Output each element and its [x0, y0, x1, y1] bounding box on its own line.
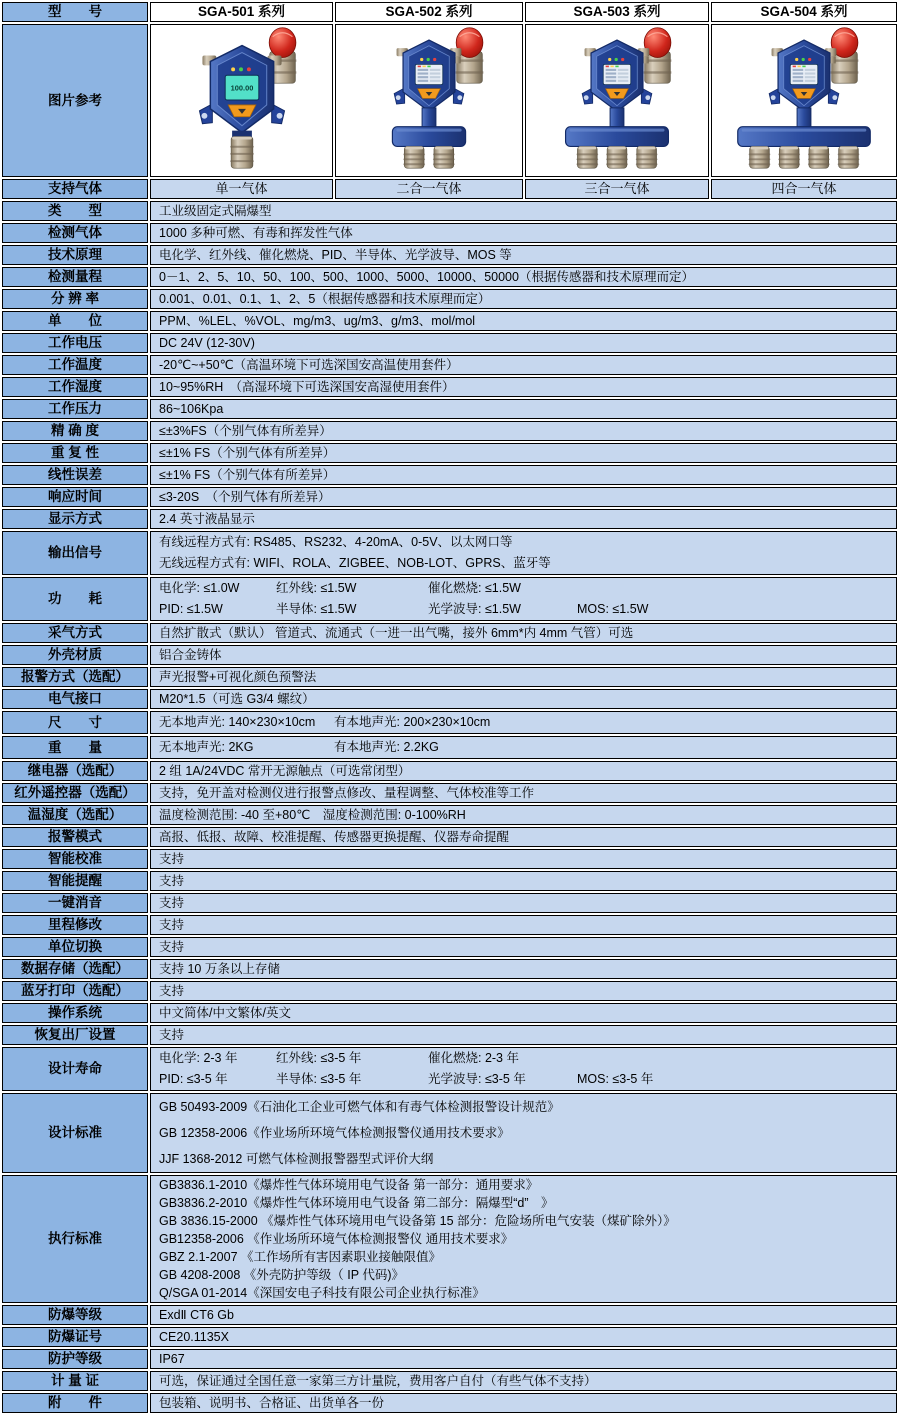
spec-row	[2, 201, 897, 221]
spec-col: 催化燃烧: ≤1.5W	[428, 581, 521, 595]
spec-line: GB 12358-2006《作业场所环境气体检测报警仪通用技术要求》	[159, 1126, 510, 1140]
image-row-label: 图片参考	[2, 24, 148, 177]
spec-line	[159, 712, 888, 733]
device-screen-value: 100.00	[230, 83, 253, 93]
spec-row	[2, 289, 897, 309]
spec-row-label: 里程修改	[2, 915, 148, 935]
spec-row	[2, 1305, 897, 1325]
spec-row-value: 支持	[150, 937, 897, 957]
spec-line: GB 4208-2008 《外壳防护等级（ IP 代码)》	[159, 1268, 404, 1282]
spec-row-value: ≤3-20S （个别气体有所差异）	[150, 487, 897, 507]
spec-col: 电化学: 2-3 年	[159, 1051, 238, 1065]
spec-col: 半导体: ≤3-5 年	[276, 1072, 362, 1086]
spec-row-label: 工作压力	[2, 399, 148, 419]
spec-row-value: 电化学、红外线、催化燃烧、PID、半导体、光学波导、MOS 等	[150, 245, 897, 265]
spec-line: GB3836.1-2010《爆炸性气体环境用电气设备 第一部分：通用要求》	[159, 1178, 539, 1192]
spec-row	[2, 443, 897, 463]
spec-row-value: 支持	[150, 871, 897, 891]
spec-row-label: 报警方式（选配）	[2, 667, 148, 687]
spec-row	[2, 645, 897, 665]
spec-col: 无本地声光: 140×230×10cm	[159, 715, 316, 729]
spec-row-value: 支持	[150, 1025, 897, 1045]
spec-row-value: 铝合金铸体	[150, 645, 897, 665]
spec-row-value: DC 24V (12-30V)	[150, 333, 897, 353]
device-image-sga-501	[153, 25, 331, 171]
spec-row-label: 数据存储（选配）	[2, 959, 148, 979]
spec-row-label: 防爆证号	[2, 1327, 148, 1347]
spec-row	[2, 827, 897, 847]
spec-row-value	[150, 736, 897, 759]
spec-row	[2, 1093, 897, 1173]
spec-row-label: 恢复出厂设置	[2, 1025, 148, 1045]
spec-row-value: ≤±1% FS（个别气体有所差异）	[150, 465, 897, 485]
spec-row-value	[150, 1175, 897, 1303]
detector-head	[582, 40, 652, 111]
model-row	[2, 2, 897, 22]
device-image-cell-sga-501	[150, 24, 333, 177]
spec-row	[2, 667, 897, 687]
spec-row-value: 支持	[150, 981, 897, 1001]
spec-row-value: 声光报警+可视化颜色预警法	[150, 667, 897, 687]
spec-row	[2, 937, 897, 957]
spec-row-value: 工业级固定式隔爆型	[150, 201, 897, 221]
spec-row-label: 工作温度	[2, 355, 148, 375]
spec-row-value: -20℃~+50℃（高温环境下可选深国安高温使用套件）	[150, 355, 897, 375]
spec-row-value: 0.001、0.01、0.1、1、2、5（根据传感器和技术原理而定）	[150, 289, 897, 309]
spec-row-value: 支持	[150, 893, 897, 913]
spec-row-label: 红外遥控器（选配）	[2, 783, 148, 803]
spec-row-value: 支持	[150, 915, 897, 935]
spec-row-label: 响应时间	[2, 487, 148, 507]
spec-row-label: 一键消音	[2, 893, 148, 913]
spec-row	[2, 377, 897, 397]
spec-row-label: 工作电压	[2, 333, 148, 353]
spec-row-label: 输出信号	[2, 531, 148, 575]
spec-row-label: 检测量程	[2, 267, 148, 287]
spec-row	[2, 736, 897, 759]
spec-row-value	[150, 531, 897, 575]
model-name-sga-502: SGA-502 系列	[335, 2, 523, 22]
spec-row-value: 支持	[150, 849, 897, 869]
spec-row-label: 设计寿命	[2, 1047, 148, 1091]
spec-line: GB3836.2-2010《爆炸性气体环境用电气设备 第二部分：隔爆型“d” 》	[159, 1196, 554, 1210]
device-image-cell-sga-503	[525, 24, 709, 177]
spec-row-value: 0－1、2、5、10、50、100、500、1000、5000、10000、50000（根据传感器和技术原理而定）	[150, 267, 897, 287]
spec-row	[2, 421, 897, 441]
spec-row-value: 中文简体/中文繁体/英文	[150, 1003, 897, 1023]
spec-row-label: 执行标准	[2, 1175, 148, 1303]
spec-row	[2, 531, 897, 575]
supported-gas-sga-502: 二合一气体	[335, 179, 523, 199]
spec-row-label: 附 件	[2, 1393, 148, 1413]
spec-col: 无本地声光: 2KG	[159, 740, 254, 754]
spec-row	[2, 915, 897, 935]
spec-row-label: 防爆等级	[2, 1305, 148, 1325]
spec-row	[2, 333, 897, 353]
spec-row-label: 重 量	[2, 736, 148, 759]
spec-row	[2, 1025, 897, 1045]
spec-col: 有本地声光: 2.2KG	[334, 740, 439, 754]
spec-line: Q/SGA 01-2014《深国安电子科技有限公司企业执行标准》	[159, 1286, 485, 1300]
spec-row-value: 支持 10 万条以上存储	[150, 959, 897, 979]
spec-row	[2, 1349, 897, 1369]
spec-row-value	[150, 577, 897, 621]
spec-row	[2, 1047, 897, 1091]
spec-row-value: 10~95%RH （高湿环境下可选深国安高湿使用套件）	[150, 377, 897, 397]
detector-head	[199, 46, 284, 133]
spec-row	[2, 689, 897, 709]
spec-row-label: 单 位	[2, 311, 148, 331]
spec-line	[159, 599, 888, 620]
spec-row	[2, 1393, 897, 1413]
spec-row-label: 功 耗	[2, 577, 148, 621]
spec-row	[2, 399, 897, 419]
spec-col: 红外线: ≤3-5 年	[276, 1051, 362, 1065]
spec-row	[2, 981, 897, 1001]
spec-line: 有线远程方式有: RS485、RS232、4-20mA、0-5V、以太网口等	[159, 535, 513, 549]
spec-line	[159, 737, 888, 758]
spec-col: PID: ≤1.5W	[159, 602, 223, 616]
supported-gas-sga-503: 三合一气体	[525, 179, 709, 199]
spec-col: 电化学: ≤1.0W	[159, 581, 240, 595]
model-name-sga-503: SGA-503 系列	[525, 2, 709, 22]
spec-row	[2, 1327, 897, 1347]
spec-row	[2, 783, 897, 803]
detector-head	[394, 40, 464, 111]
spec-row	[2, 245, 897, 265]
spec-row-value: IP67	[150, 1349, 897, 1369]
spec-row-label: 显示方式	[2, 509, 148, 529]
spec-row-label: 尺 寸	[2, 711, 148, 734]
spec-line: 无线远程方式有: WIFI、ROLA、ZIGBEE、NOB-LOT、GPRS、蓝牙等	[159, 556, 551, 570]
spec-row	[2, 577, 897, 621]
spec-row	[2, 871, 897, 891]
spec-row	[2, 761, 897, 781]
spec-col: 光学波导: ≤3-5 年	[428, 1072, 526, 1086]
spec-line: GBZ 2.1-2007 《工作场所有害因素职业接触限值》	[159, 1250, 441, 1264]
spec-row-value: 自然扩散式（默认） 管道式、流通式（一进一出气嘴，接外 6mm*内 4mm 气管）可选	[150, 623, 897, 643]
model-row-label: 型 号	[2, 2, 148, 22]
spec-row	[2, 711, 897, 734]
spec-row	[2, 465, 897, 485]
supported-gas-sga-501: 单一气体	[150, 179, 333, 199]
gas-row	[2, 179, 897, 199]
spec-row	[2, 849, 897, 869]
spec-row-label: 线性误差	[2, 465, 148, 485]
spec-row-value: 温度检测范围: -40 至+80℃ 湿度检测范围: 0-100%RH	[150, 805, 897, 825]
spec-row-label: 技术原理	[2, 245, 148, 265]
supported-gas-sga-504: 四合一气体	[711, 179, 897, 199]
spec-row-value	[150, 1093, 897, 1173]
spec-row-value: 86~106Kpa	[150, 399, 897, 419]
spec-row	[2, 959, 897, 979]
spec-row-label: 类 型	[2, 201, 148, 221]
spec-line: GB12358-2006 《作业场所环境气体检测报警仪 通用技术要求》	[159, 1232, 514, 1246]
spec-row-label: 分 辨 率	[2, 289, 148, 309]
spec-line: GB 3836.15-2000 《爆炸性气体环境用电气设备第 15 部分：危险场所电气安装（煤矿除外）》	[159, 1214, 676, 1228]
spec-col: MOS: ≤1.5W	[577, 602, 649, 616]
model-name-sga-504: SGA-504 系列	[711, 2, 897, 22]
device-image-sga-504	[715, 25, 893, 171]
spec-row-label: 计 量 证	[2, 1371, 148, 1391]
spec-row-value: 2 组 1A/24VDC 常开无源触点（可选常闭型）	[150, 761, 897, 781]
spec-row-label: 精 确 度	[2, 421, 148, 441]
gas-row-label: 支持气体	[2, 179, 148, 199]
spec-row-label: 继电器（选配）	[2, 761, 148, 781]
spec-row-label: 智能提醒	[2, 871, 148, 891]
spec-row	[2, 805, 897, 825]
spec-row-value: PPM、%LEL、%VOL、mg/m3、ug/m3、g/m3、mol/mol	[150, 311, 897, 331]
spec-row	[2, 1175, 897, 1303]
detector-head	[769, 40, 839, 111]
device-image-sga-502	[340, 25, 518, 171]
spec-row-label: 防护等级	[2, 1349, 148, 1369]
spec-line: JJF 1368-2012 可燃气体检测报警器型式评价大纲	[159, 1152, 434, 1166]
spec-row-value: 2.4 英寸液晶显示	[150, 509, 897, 529]
spec-row	[2, 355, 897, 375]
spec-row-value: ExdⅡ CT6 Gb	[150, 1305, 897, 1325]
spec-row-value: ≤±1% FS（个别气体有所差异）	[150, 443, 897, 463]
spec-row	[2, 487, 897, 507]
spec-col: 红外线: ≤1.5W	[276, 581, 357, 595]
spec-row-label: 采气方式	[2, 623, 148, 643]
spec-col: PID: ≤3-5 年	[159, 1072, 228, 1086]
device-image-sga-503	[528, 25, 706, 171]
spec-col: 有本地声光: 200×230×10cm	[334, 715, 491, 729]
image-row	[2, 24, 897, 177]
spec-row-label: 设计标准	[2, 1093, 148, 1173]
spec-line: GB 50493-2009《石油化工企业可燃气体和有毒气体检测报警设计规范》	[159, 1100, 560, 1114]
spec-row-value: ≤±3%FS（个别气体有所差异）	[150, 421, 897, 441]
spec-row	[2, 311, 897, 331]
spec-row-label: 报警模式	[2, 827, 148, 847]
spec-line	[159, 1048, 888, 1069]
spec-col: 光学波导: ≤1.5W	[428, 602, 521, 616]
spec-row-label: 检测气体	[2, 223, 148, 243]
spec-row-label: 操作系统	[2, 1003, 148, 1023]
spec-row-label: 外壳材质	[2, 645, 148, 665]
spec-row-value	[150, 711, 897, 734]
spec-row	[2, 1003, 897, 1023]
spec-row-value: M20*1.5（可选 G3/4 螺纹）	[150, 689, 897, 709]
spec-row	[2, 509, 897, 529]
spec-row-value: 可选，保证通过全国任意一家第三方计量院，费用客户自付（有些气体不支持）	[150, 1371, 897, 1391]
spec-row-label: 蓝牙打印（选配）	[2, 981, 148, 1001]
spec-row	[2, 623, 897, 643]
spec-col: 催化燃烧: 2-3 年	[428, 1051, 519, 1065]
spec-row	[2, 893, 897, 913]
spec-row	[2, 223, 897, 243]
model-name-sga-501: SGA-501 系列	[150, 2, 333, 22]
spec-row-label: 电气接口	[2, 689, 148, 709]
device-image-cell-sga-502	[335, 24, 523, 177]
device-image-cell-sga-504	[711, 24, 897, 177]
spec-row-value: 高报、低报、故障、校准提醒、传感器更换提醒、仪器寿命提醒	[150, 827, 897, 847]
spec-row-label: 工作湿度	[2, 377, 148, 397]
spec-col: 半导体: ≤1.5W	[276, 602, 357, 616]
spec-row	[2, 1371, 897, 1391]
spec-row-value: 1000 多种可燃、有毒和挥发性气体	[150, 223, 897, 243]
spec-line	[159, 578, 888, 599]
spec-row-label: 智能校准	[2, 849, 148, 869]
spec-row-label: 温湿度（选配）	[2, 805, 148, 825]
spec-row-value: 支持，免开盖对检测仪进行报警点修改、量程调整、气体校准等工作	[150, 783, 897, 803]
spec-col: MOS: ≤3-5 年	[577, 1072, 654, 1086]
spec-line	[159, 1069, 888, 1090]
spec-row	[2, 267, 897, 287]
spec-row-label: 重 复 性	[2, 443, 148, 463]
spec-row-value	[150, 1047, 897, 1091]
spec-row-value: 包装箱、说明书、合格证、出货单各一份	[150, 1393, 897, 1413]
spec-row-value: CE20.1135X	[150, 1327, 897, 1347]
spec-row-label: 单位切换	[2, 937, 148, 957]
